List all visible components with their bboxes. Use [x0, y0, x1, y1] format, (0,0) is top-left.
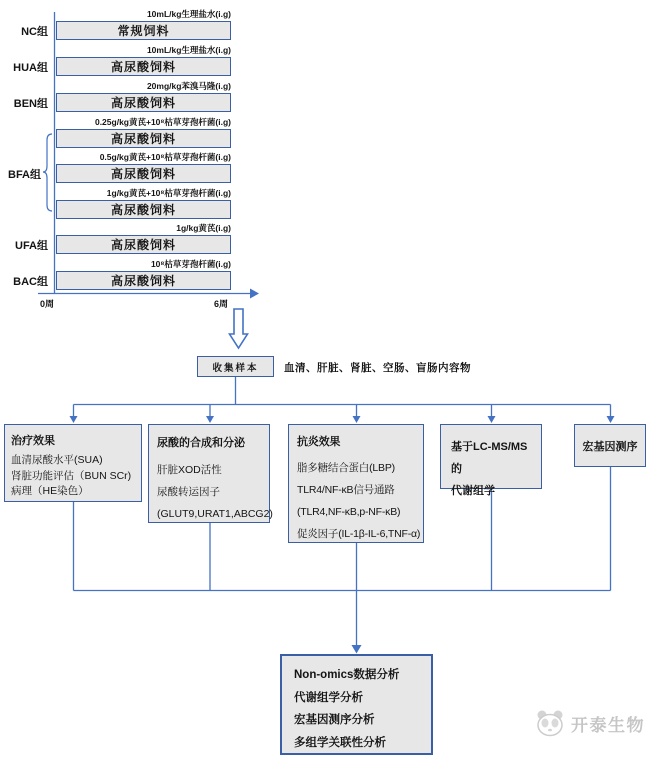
metagenome-box: [574, 424, 646, 467]
feed-bar-label: 高尿酸饲料: [110, 60, 176, 74]
feed-bar-label: 高尿酸饲料: [110, 167, 176, 181]
feed-bar: [56, 235, 231, 254]
box-title: 尿酸的合成和分泌: [157, 437, 245, 449]
big-down-arrow: [230, 309, 248, 348]
treatment-label: 1g/kg黄芪(i.g): [176, 223, 231, 233]
box-line: 血清尿酸水平(SUA): [11, 454, 103, 466]
box-line: 脂多糖结合蛋白(LBP): [297, 462, 395, 474]
treatment-label: 10mL/kg生理盐水(i.g): [146, 45, 231, 55]
box-line: 病理（HE染色）: [11, 485, 89, 497]
group-label-ufa: UFA组: [15, 239, 48, 252]
feed-bar-label: 高尿酸饲料: [110, 203, 176, 217]
metabolomics-box: [440, 424, 542, 497]
uric-acid-synthesis-box: [148, 424, 273, 523]
feed-bar: [56, 164, 231, 183]
box-line: 肝脏XOD活性: [157, 464, 222, 476]
brand-name: 开泰生物: [571, 715, 645, 735]
panda-icon: [533, 708, 567, 738]
group-label-bfa: BFA组: [8, 168, 41, 181]
final-line: Non-omics数据分析: [294, 669, 400, 681]
box-title: 抗炎效果: [297, 436, 341, 448]
data-analysis-box: [280, 654, 433, 755]
treatment-label: 10mL/kg生理盐水(i.g): [146, 9, 231, 19]
final-line: 代谢组学分析: [294, 691, 363, 704]
box-line: (GLUT9,URAT1,ABCG2): [157, 508, 273, 520]
therapy-effect-box: [4, 424, 142, 502]
box-line: 促炎因子(IL-1β-IL-6,TNF-α): [297, 528, 421, 540]
bfa-bracket: [43, 134, 52, 211]
sample-types-text: 血清、肝脏、肾脏、空肠、盲肠内容物: [284, 362, 471, 374]
final-line: 宏基因测序分析: [294, 714, 375, 726]
box-title: 宏基因测序: [582, 440, 638, 453]
feed-bar-label: 高尿酸饲料: [110, 132, 176, 146]
group-label-hua: HUA组: [13, 61, 48, 74]
feed-bar: [56, 57, 231, 76]
treatment-label: 10⁸枯草芽孢杆菌(i.g): [150, 259, 231, 269]
brand-watermark: [533, 708, 645, 738]
box-title: 治疗效果: [11, 435, 55, 447]
collect-samples-box: 收集样本: [197, 356, 274, 377]
box-line: (TLR4,NF-κB,p-NF-κB): [297, 506, 401, 518]
feed-bar: [56, 21, 231, 40]
feed-bar-label: 常规饲料: [117, 24, 170, 38]
feed-bar: [56, 271, 231, 290]
final-line: 多组学关联性分析: [294, 736, 386, 749]
axis-week0-label: 0周: [40, 299, 55, 309]
feed-bar: [56, 129, 231, 148]
feed-bar-label: 高尿酸饲料: [110, 238, 176, 252]
feed-bar-label: 高尿酸饲料: [110, 274, 176, 288]
treatment-label: 0.5g/kg黄芪+10⁸枯草芽孢杆菌(i.g): [99, 152, 231, 162]
distributor-lines: [70, 377, 615, 423]
box-title: 基于LC-MS/MS的: [451, 441, 528, 475]
axis-week6-label: 6周: [214, 299, 229, 309]
group-label-ben: BEN组: [13, 97, 48, 110]
feed-bar: [56, 200, 231, 219]
box-title: 代谢组学: [451, 485, 495, 497]
box-line: 肾脏功能评估（BUN SCr): [11, 469, 132, 482]
treatment-label: 20mg/kg苯溴马隆(i.g): [146, 81, 231, 91]
feed-bar-label: 高尿酸饲料: [110, 96, 176, 110]
box-line: TLR4/NF-κB信号通路: [297, 484, 395, 496]
anti-inflammatory-box: [288, 424, 424, 543]
box-line: 尿酸转运因子: [157, 486, 220, 498]
treatment-label: 0.25g/kg黄芪+10⁸枯草芽孢杆菌(i.g): [94, 117, 231, 127]
treatment-label: 1g/kg黄芪+10⁸枯草芽孢杆菌(i.g): [106, 188, 231, 198]
feed-bar: [56, 93, 231, 112]
group-label-nc: NC组: [21, 25, 48, 38]
group-label-bac: BAC组: [13, 275, 48, 288]
